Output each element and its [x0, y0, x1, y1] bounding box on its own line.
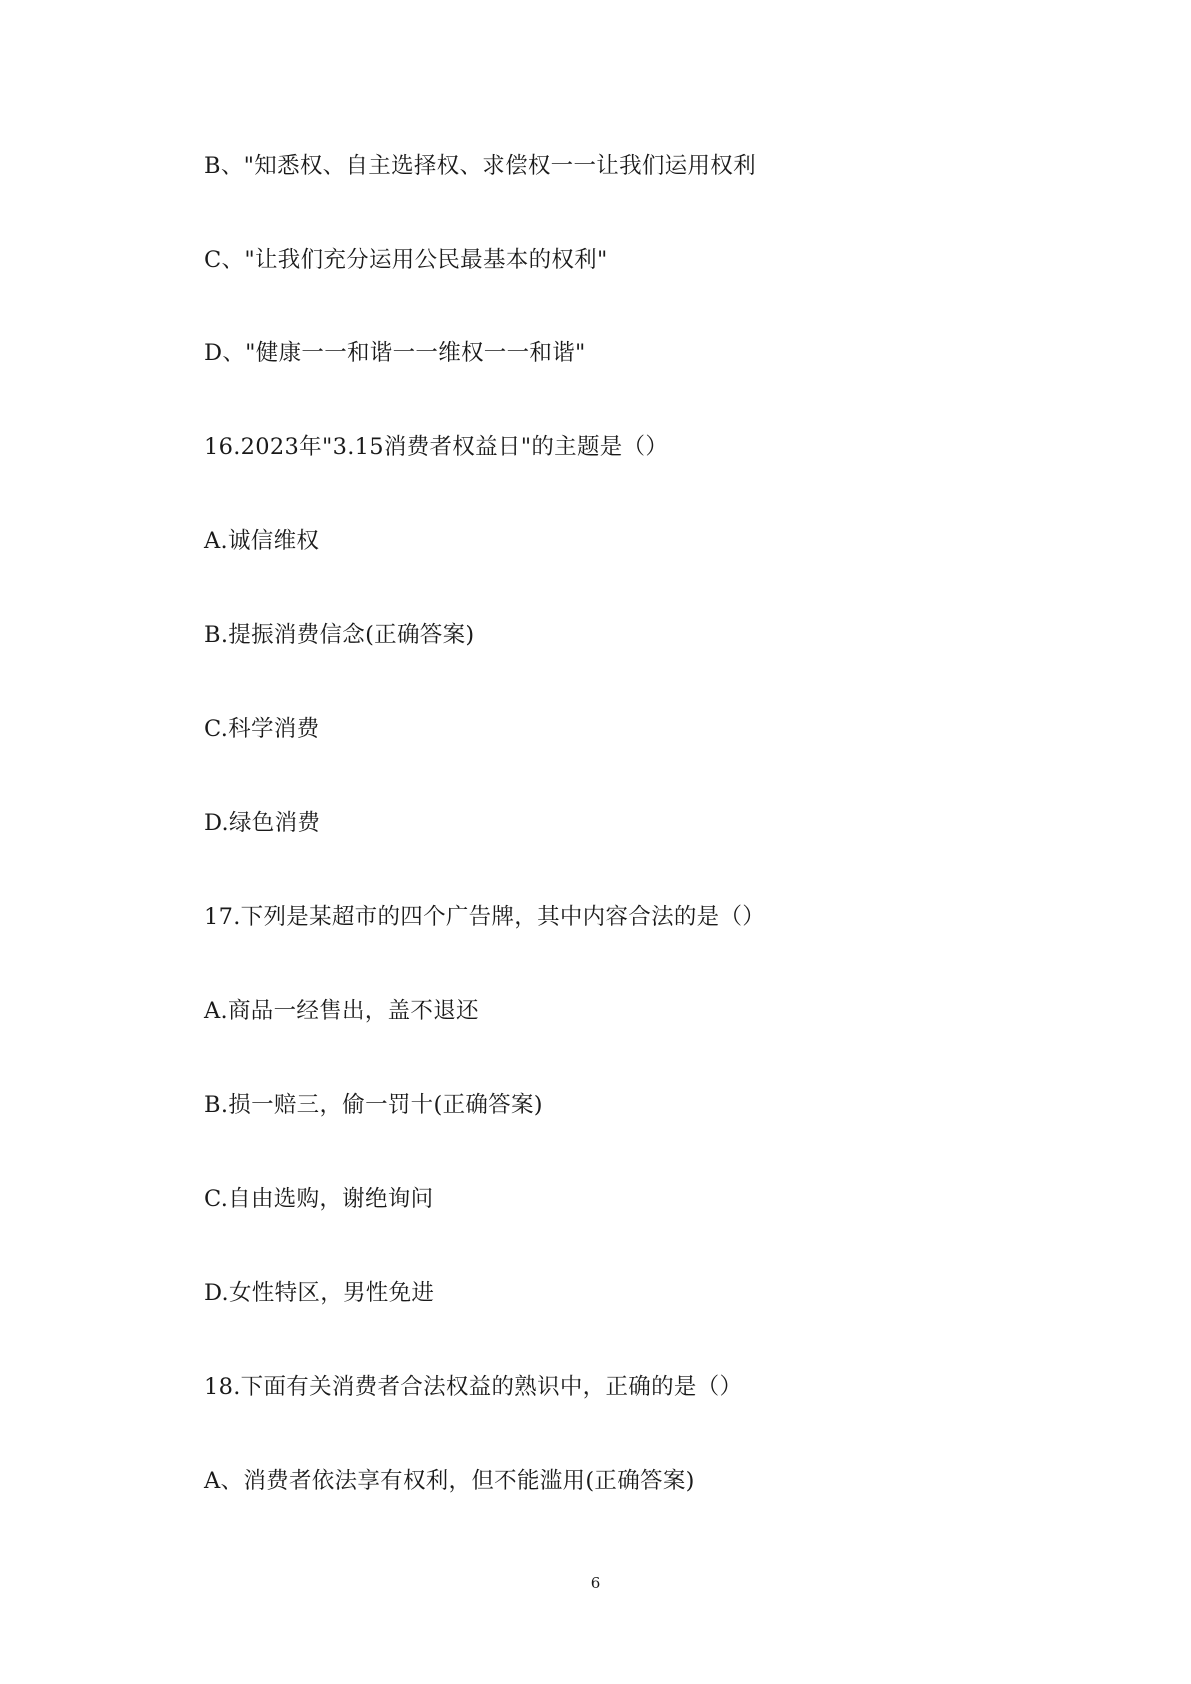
option-15-b: B、"知悉权、自主选择权、求偿权一一让我们运用权利 [204, 153, 756, 179]
option-17-a: A.商品一经售出，盖不退还 [204, 998, 479, 1024]
option-17-b: B.损一赔三，偷一罚十(正确答案) [204, 1092, 543, 1118]
question-17: 17.下列是某超市的四个广告牌，其中内容合法的是（） [204, 904, 766, 930]
question-18: 18.下面有关消费者合法权益的熟识中，正确的是（） [204, 1374, 743, 1400]
page-number: 6 [590, 1574, 601, 1592]
option-16-b: B.提振消费信念(正确答案) [204, 622, 475, 648]
option-17-c: C.自由选购，谢绝询问 [204, 1186, 434, 1212]
option-17-d: D.女性特区，男性免进 [204, 1280, 435, 1306]
option-18-a: A、消费者依法享有权利，但不能滥用(正确答案) [204, 1468, 695, 1494]
option-15-c: C、"让我们充分运用公民最基本的权利" [204, 247, 608, 273]
option-16-d: D.绿色消费 [204, 810, 321, 836]
option-15-d: D、"健康一一和谐一一维权一一和谐" [204, 340, 586, 366]
option-16-c: C.科学消费 [204, 716, 320, 742]
question-16: 16.2023年"3.15消费者权益日"的主题是（） [204, 434, 669, 460]
option-16-a: A.诚信维权 [204, 528, 320, 554]
